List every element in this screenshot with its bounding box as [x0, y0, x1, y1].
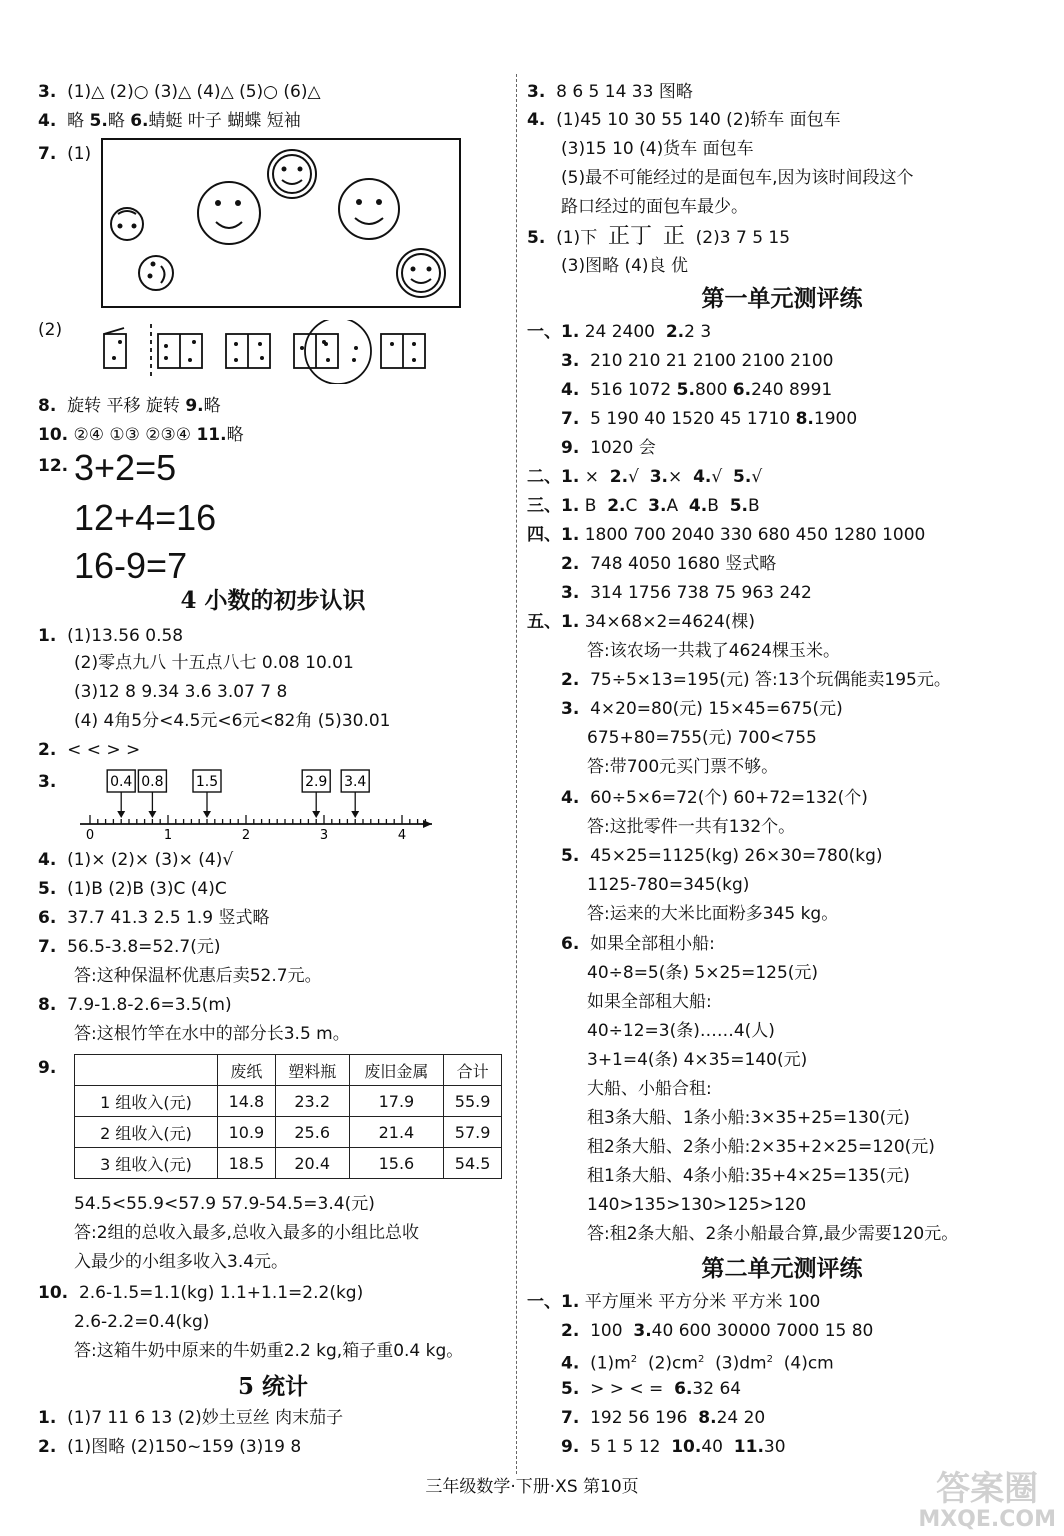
equation-3-plus-2: 3+2=5 — [74, 447, 177, 488]
table-cell: 10.9 — [218, 1117, 276, 1148]
table-header-row — [75, 1055, 502, 1086]
answer-line: 7. 192 56 196 8.24 20 — [561, 1408, 766, 1428]
answer-line: 54.5<55.9<57.9 57.9-54.5=3.4(元) — [74, 1194, 375, 1214]
answer-line: 答:运来的大米比面粉多345 kg。 — [587, 904, 839, 924]
answer-line: 12. — [38, 456, 69, 476]
answer-line: 9. 5 1 5 12 10.40 11.30 — [561, 1437, 786, 1457]
table-header-cell: 合计 — [444, 1055, 502, 1086]
answer-line: 答:这箱牛奶中原来的牛奶重2.2 kg,箱子重0.4 kg。 — [74, 1341, 464, 1361]
answer-line: 5. 45×25=1125(kg) 26×30=780(kg) — [561, 846, 883, 866]
answer-line: 10. ②④ ①③ ②③④ 11.略 — [38, 425, 244, 445]
answer-line: 5. (1)B (2)B (3)C (4)C — [38, 879, 227, 899]
table-row — [75, 1117, 502, 1148]
smiley-faces-figure — [98, 136, 464, 310]
table-cell: 17.9 — [349, 1086, 444, 1117]
answer-line: 6. 如果全部租小船: — [561, 934, 715, 954]
answer-line: 大船、小船合租: — [587, 1079, 712, 1099]
answer-line: 2. 75÷5×13=195(元) 答:13个玩偶能卖195元。 — [561, 670, 951, 690]
number-line-tick-label: 0 — [85, 828, 95, 842]
answer-line: 答:这种保温杯优惠后卖52.7元。 — [74, 966, 322, 986]
answer-line: 8. 旋转 平移 旋转 9.略 — [38, 396, 221, 416]
answer-line: 租1条大船、4条小船:35+4×25=135(元) — [587, 1166, 910, 1186]
answer-line: 租3条大船、1条小船:3×35+25=130(元) — [587, 1108, 910, 1128]
number-line-pointer-head — [148, 811, 156, 818]
table-header-cell: 废旧金属 — [349, 1055, 444, 1086]
answer-line: 四、1. 1800 700 2040 330 680 450 1280 1000 — [527, 525, 926, 545]
answer-line: (2) — [38, 320, 63, 340]
number-line-tick-label: 4 — [397, 828, 407, 842]
answer-line: (5)最不可能经过的是面包车,因为该时间段这个 — [561, 168, 914, 188]
answer-line: 1. (1)13.56 0.58 — [38, 626, 184, 646]
table-cell: 55.9 — [444, 1086, 502, 1117]
answer-line: 答:2组的总收入最多,总收入最多的小组比总收 — [74, 1223, 419, 1243]
number-line-pointer-head — [312, 811, 320, 818]
income-table — [74, 1054, 502, 1179]
answer-line: 答:这根竹竿在水中的部分长3.5 m。 — [74, 1024, 350, 1044]
answer-line: (2)零点九八 十五点八七 0.08 10.01 — [74, 653, 354, 673]
table-cell: 14.8 — [218, 1086, 276, 1117]
equation-16-minus-9: 16-9=7 — [74, 545, 188, 586]
table-row — [75, 1148, 502, 1179]
answer-line: 9. — [38, 1058, 57, 1078]
answer-line: 3. 314 1756 738 75 963 242 — [561, 583, 812, 603]
answer-line: (3)图略 (4)良 优 — [561, 256, 688, 276]
number-line-box-label: 0.4 — [110, 774, 133, 790]
table-row — [75, 1086, 502, 1117]
table-cell: 54.5 — [444, 1148, 502, 1179]
unit2-title: 第二单元测评练 — [701, 1255, 863, 1282]
answer-line: 路口经过的面包车最少。 — [561, 197, 748, 217]
answer-line: 3. 8 6 5 14 33 图略 — [527, 82, 693, 102]
table-cell: 2 组收入(元) — [75, 1117, 218, 1148]
answer-line: 答:这批零件一共有132个。 — [587, 817, 796, 837]
answer-line: 4. 略 5.略 6.蜻蜓 叶子 蝴蝶 短袖 — [38, 111, 301, 131]
answer-line: 答:该农场一共栽了4624棵玉米。 — [587, 641, 840, 661]
table-header-cell: 塑料瓶 — [275, 1055, 349, 1086]
unit1-title: 第一单元测评练 — [701, 285, 863, 312]
answer-line: 4. (1)× (2)× (3)× (4)√ — [38, 850, 234, 870]
answer-line: 7. 56.5-3.8=52.7(元) — [38, 937, 221, 957]
answer-line: 2. 748 4050 1680 竖式略 — [561, 554, 777, 574]
column-divider — [516, 74, 517, 1474]
answer-line: 2.6-2.2=0.4(kg) — [74, 1312, 210, 1332]
table-cell: 3 组收入(元) — [75, 1148, 218, 1179]
answer-line: 3. 210 210 21 2100 2100 2100 — [561, 351, 834, 371]
answer-line: (3)12 8 9.34 3.6 3.07 7 8 — [74, 682, 288, 702]
answer-line: 3. — [38, 772, 57, 792]
answer-line: 4. 516 1072 5.800 6.240 8991 — [561, 380, 833, 400]
answer-line: 6. 37.7 41.3 2.5 1.9 竖式略 — [38, 908, 270, 928]
answer-line: 40÷8=5(条) 5×25=125(元) — [587, 963, 819, 983]
answer-line: 5. (1)下 正丁 正 (2)3 7 5 15 — [527, 224, 791, 249]
section-title-statistics: 5 统计 — [237, 1373, 308, 1400]
table-cell: 25.6 — [275, 1117, 349, 1148]
number-line-tick-label: 2 — [241, 828, 251, 842]
answer-line: 三、1. B 2.C 3.A 4.B 5.B — [527, 496, 760, 516]
answer-line: 3. 4×20=80(元) 15×45=675(元) — [561, 699, 843, 719]
answer-line: 2. (1)图略 (2)150~159 (3)19 8 — [38, 1437, 302, 1457]
answer-line: 4. (1)45 10 30 55 140 (2)轿车 面包车 — [527, 110, 841, 130]
equation-12-plus-4: 12+4=16 — [74, 497, 217, 538]
answer-line: 9. 1020 会 — [561, 438, 656, 458]
answer-line: 8. 7.9-1.8-2.6=3.5(m) — [38, 995, 232, 1015]
number-line-pointer-head — [351, 811, 359, 818]
table-cell: 21.4 — [349, 1117, 444, 1148]
number-line-tick-label: 1 — [163, 828, 173, 842]
answer-line: 3. (1)△ (2)○ (3)△ (4)△ (5)○ (6)△ — [38, 82, 321, 102]
answer-line: 2. < < > > — [38, 740, 141, 760]
table-header-cell: 废纸 — [218, 1055, 276, 1086]
number-line-pointer-head — [203, 811, 211, 818]
answer-line: 7. (1) — [38, 144, 92, 164]
table-cell: 1 组收入(元) — [75, 1086, 218, 1117]
answer-line: 3+1=4(条) 4×35=140(元) — [587, 1050, 808, 1070]
number-line-box-label: 2.9 — [305, 774, 328, 790]
rotated-cards-figure — [96, 320, 476, 384]
answer-line: 1. (1)7 11 6 13 (2)妙土豆丝 肉末茄子 — [38, 1408, 344, 1428]
number-line-arrow — [423, 820, 432, 828]
answer-line: 7. 5 190 40 1520 45 1710 8.1900 — [561, 409, 858, 429]
answer-line: 如果全部租大船: — [587, 992, 712, 1012]
number-line — [70, 766, 470, 842]
number-line-box-label: 3.4 — [344, 774, 367, 790]
table-cell: 15.6 — [349, 1148, 444, 1179]
answer-line: 40÷12=3(条)……4(人) — [587, 1021, 775, 1041]
answer-line: (3)15 10 (4)货车 面包车 — [561, 139, 754, 159]
number-line-box-label: 0.8 — [141, 774, 164, 790]
section-title-decimals: 4 小数的初步认识 — [180, 587, 366, 614]
table-cell: 57.9 — [444, 1117, 502, 1148]
answer-line: 一、1. 平方厘米 平方分米 平方米 100 — [527, 1292, 821, 1312]
answer-line: 4. $(1)m^2$ $(2)cm^2$ $(3)dm^2$ (4)cm — [561, 1353, 834, 1374]
answer-line: 五、1. 34×68×2=4624(棵) — [527, 612, 756, 632]
answer-line: 675+80=755(元) 700<755 — [587, 728, 817, 748]
answer-line: (4) 4角5分<4.5元<6元<82角 (5)30.01 — [74, 711, 391, 731]
number-line-box-label: 1.5 — [195, 774, 219, 790]
answer-line: 10. 2.6-1.5=1.1(kg) 1.1+1.1=2.2(kg) — [38, 1283, 364, 1303]
page-footer: 三年级数学·下册·XS 第10页 — [425, 1477, 639, 1497]
answer-line: 140>135>130>125>120 — [587, 1195, 807, 1215]
answer-line: 租2条大船、2条小船:2×35+2×25=120(元) — [587, 1137, 935, 1157]
table-header-cell — [75, 1055, 218, 1086]
table-cell: 18.5 — [218, 1148, 276, 1179]
number-line-pointer-head — [117, 811, 125, 818]
answer-line: 2. 100 3.40 600 30000 7000 15 80 — [561, 1321, 874, 1341]
answer-line: 一、1. 24 2400 2.2 3 — [527, 322, 712, 342]
watermark-logo: 答案圈 MXQE.COM — [918, 1469, 1056, 1532]
table-cell: 20.4 — [275, 1148, 349, 1179]
answer-line: 答:带700元买门票不够。 — [587, 757, 779, 777]
answer-line: 入最少的小组多收入3.4元。 — [74, 1252, 289, 1272]
answer-line: 4. 60÷5×6=72(个) 60+72=132(个) — [561, 788, 868, 808]
answer-line: 答:租2条大船、2条小船最合算,最少需要120元。 — [587, 1224, 959, 1244]
answer-line: 1125-780=345(kg) — [587, 875, 750, 895]
answer-line: 5. > > < = 6.32 64 — [561, 1379, 742, 1399]
answer-line: 二、1. × 2.√ 3.× 4.√ 5.√ — [527, 467, 763, 487]
number-line-tick-label: 3 — [319, 828, 329, 842]
table-cell: 23.2 — [275, 1086, 349, 1117]
